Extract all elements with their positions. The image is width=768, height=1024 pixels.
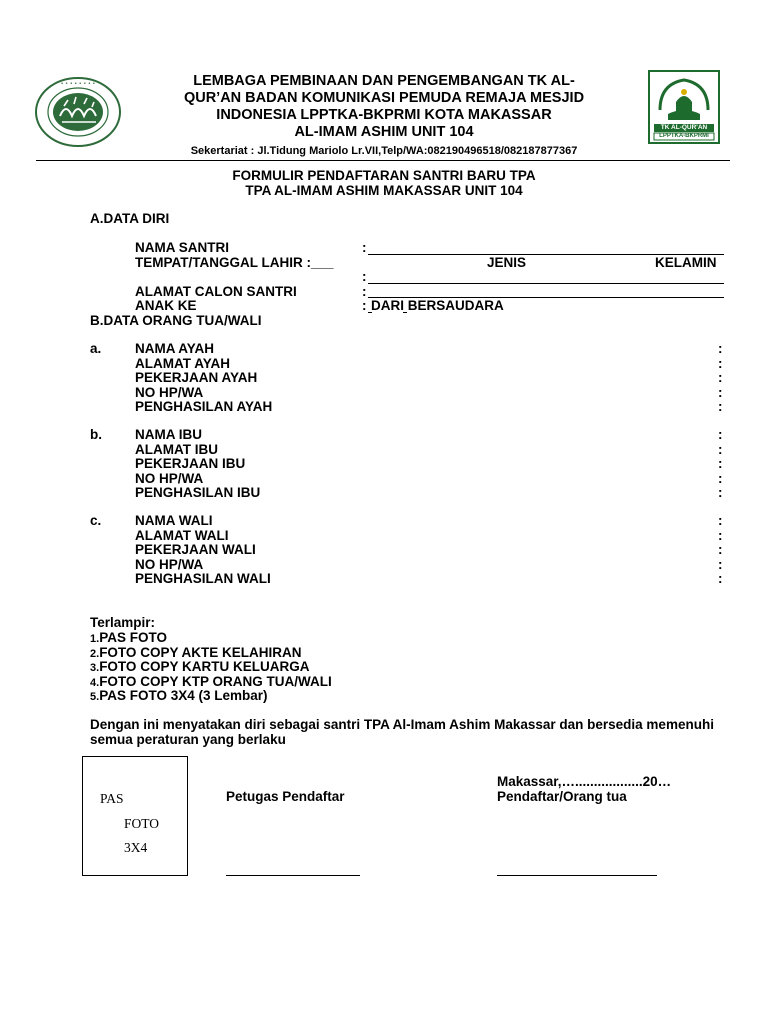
nama-ayah-label: NAMA AYAH — [135, 341, 215, 356]
ttl-field[interactable] — [368, 283, 724, 284]
nama-ayah-colon: : — [718, 341, 723, 356]
svg-text:• • • • • • • •: • • • • • • • • — [60, 81, 96, 87]
attachments-heading: Terlampir: — [90, 615, 156, 630]
photo-box-line-1: PAS — [100, 791, 124, 806]
alamat-ayah-label: ALAMAT AYAH — [135, 355, 231, 371]
photo-box-line-3: 3X4 — [124, 840, 148, 855]
nama-santri-label: NAMA SANTRI — [135, 240, 229, 255]
section-a-heading: A.DATA DIRI — [90, 211, 170, 226]
photo-box — [82, 756, 188, 876]
header-divider — [36, 160, 730, 161]
left-logo — [34, 76, 122, 148]
pendaftar-label: Pendaftar/Orang tua — [497, 789, 627, 804]
nama-ibu-colon: : — [718, 427, 723, 442]
alamat-label: ALAMAT CALON SANTRI — [135, 284, 297, 299]
attachment-5: 5.PAS FOTO 3X4 (3 Lembar) — [90, 688, 268, 703]
secretariat: Sekertariat : Jl.Tidung Mariolo Lr.VII,Telp/WA:082190496518/082187877367 — [190, 145, 578, 157]
form-title-2: TPA AL-IMAM ASHIM MAKASSAR UNIT 104 — [245, 183, 523, 198]
attachment-4: 4.FOTO COPY KTP ORANG TUA/WALI — [90, 673, 332, 689]
header-line-2: QUR’AN BADAN KOMUNIKASI PEMUDA REMAJA MESJID — [183, 90, 585, 106]
attachment-3: 3.FOTO COPY KARTU KELUARGA — [90, 659, 310, 674]
penghasilan-wali-label: PENGHASILAN WALI — [135, 571, 271, 586]
nama-santri-colon: : — [362, 240, 367, 255]
anak-ke-gap — [403, 312, 407, 313]
hp-ayah-label: NO HP/WA — [135, 384, 204, 400]
anak-ke-colon: : — [362, 298, 367, 313]
group-a-marker: a. — [90, 341, 102, 356]
alamat-ayah-colon: : — [718, 355, 723, 371]
pendaftar-signature-line[interactable] — [497, 875, 657, 876]
dari-bersaudara-label: DARI BERSAUDARA — [371, 298, 504, 313]
penghasilan-ayah-label: PENGHASILAN AYAH — [135, 399, 273, 414]
pekerjaan-ayah-colon: : — [718, 370, 723, 385]
form-title-1: FORMULIR PENDAFTARAN SANTRI BARU TPA — [232, 168, 536, 183]
pekerjaan-ibu-colon: : — [718, 456, 723, 471]
petugas-signature-line[interactable] — [226, 875, 360, 876]
place-date: Makassar,…..................20… — [497, 774, 672, 789]
hp-ibu-label: NO HP/WA — [135, 470, 204, 486]
pekerjaan-ibu-label: PEKERJAAN IBU — [135, 456, 246, 471]
pekerjaan-wali-colon: : — [718, 542, 723, 557]
alamat-wali-colon: : — [718, 527, 723, 543]
nama-wali-label: NAMA WALI — [135, 513, 213, 528]
right-logo-label-2: LPPTKA-BKPRMI — [659, 133, 709, 139]
kelamin-label: KELAMIN — [655, 255, 717, 270]
anak-ke-label: ANAK KE — [135, 298, 197, 313]
alamat-wali-label: ALAMAT WALI — [135, 527, 229, 543]
penghasilan-wali-colon: : — [718, 571, 723, 586]
pekerjaan-ayah-label: PEKERJAAN AYAH — [135, 370, 258, 385]
alamat-colon: : — [362, 284, 367, 299]
right-logo-label-1: TK AL-QUR'AN — [660, 124, 708, 131]
ttl-colon: : — [362, 269, 367, 284]
penghasilan-ayah-colon: : — [718, 399, 723, 414]
hp-ayah-colon: : — [718, 384, 723, 400]
section-b-heading: B.DATA ORANG TUA/WALI — [90, 313, 262, 328]
jenis-label: JENIS — [487, 255, 527, 270]
petugas-label: Petugas Pendaftar — [226, 789, 345, 804]
statement-text: Dengan ini menyatakan diri sebagai santri TPA Al-Imam Ashim Makassar dan bersedia memenuhi semua peraturan yang berlaku — [90, 717, 714, 747]
nama-ibu-label: NAMA IBU — [135, 427, 202, 442]
bkprmi-emblem-icon — [34, 76, 122, 148]
nama-wali-colon: : — [718, 513, 723, 528]
attachment-2: 2.FOTO COPY AKTE KELAHIRAN — [90, 644, 302, 660]
header-text — [150, 73, 618, 160]
attachment-1: 1.PAS FOTO — [90, 630, 167, 645]
alamat-ibu-label: ALAMAT IBU — [135, 441, 218, 457]
ttl-label: TEMPAT/TANGGAL LAHIR :___ — [135, 255, 334, 270]
group-c-marker: c. — [90, 513, 102, 528]
alamat-ibu-colon: : — [718, 441, 723, 457]
hp-ibu-colon: : — [718, 470, 723, 486]
hp-wali-colon: : — [718, 556, 723, 572]
photo-box-line-2: FOTO — [124, 816, 160, 831]
header-line-4: AL-IMAM ASHIM UNIT 104 — [294, 124, 474, 140]
right-logo — [648, 70, 720, 144]
hp-wali-label: NO HP/WA — [135, 556, 204, 572]
penghasilan-ibu-colon: : — [718, 485, 723, 500]
header-line-3: INDONESIA LPPTKA-BKPRMI KOTA MAKASSAR — [216, 107, 552, 123]
pekerjaan-wali-label: PEKERJAAN WALI — [135, 542, 256, 557]
group-b-marker: b. — [90, 427, 102, 442]
header-line-1: LEMBAGA PEMBINAAN DAN PENGEMBANGAN TK AL- — [193, 73, 575, 89]
penghasilan-ibu-label: PENGHASILAN IBU — [135, 485, 261, 500]
